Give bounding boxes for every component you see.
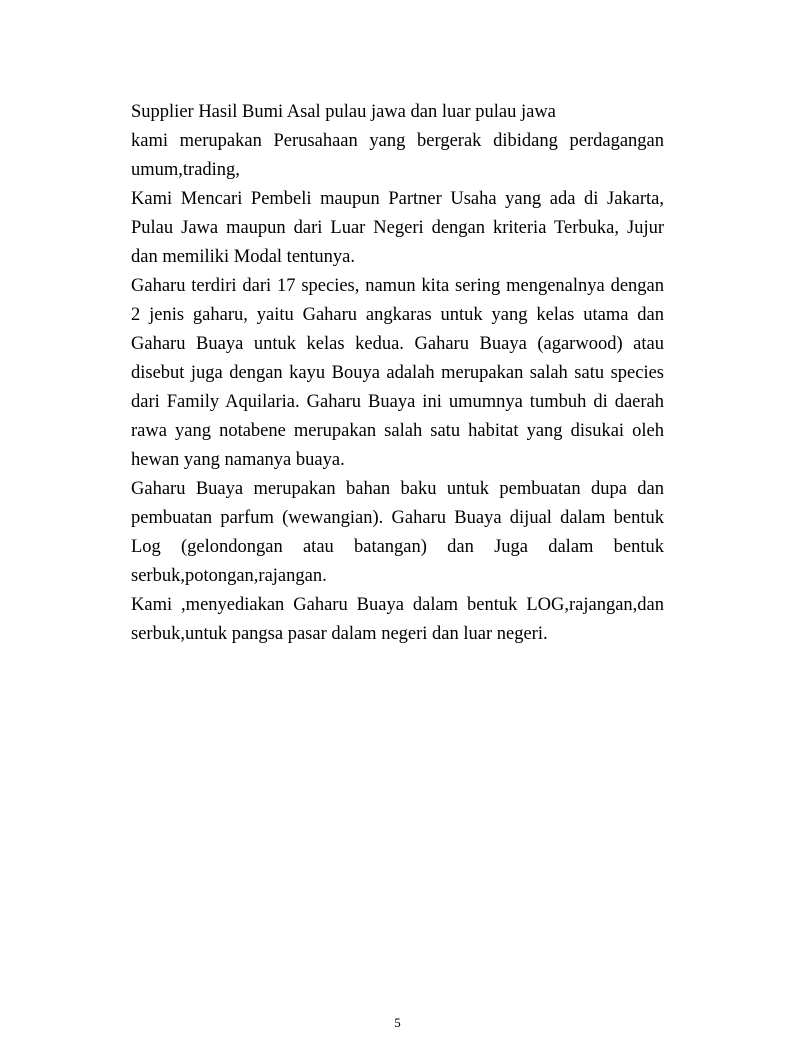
paragraph-company-description: kami merupakan Perusahaan yang bergerak dibidang perdagangan umum,trading, [131,131,664,180]
paragraph-seeking-partners: Kami Mencari Pembeli maupun Partner Usaha yang ada di Jakarta, Pulau Jawa maupun dari Luar Negeri dengan kriteria Terbuka, Jujur dan memiliki Modal tentunya. [131,189,664,267]
paragraph-gaharu-species: Gaharu terdiri dari 17 species, namun kita sering mengenalnya dengan 2 jenis gaharu, yaitu Gaharu angkaras untuk yang kelas utama dan Gaharu Buaya untuk kelas kedua. Gaharu Buaya (agarwood) atau disebut juga dengan kayu Bouya adalah merupakan salah satu species dari Family Aquilaria. Gaharu Buaya ini umumnya tumbuh di daerah rawa yang notabene merupakan salah satu habitat yang disukai oleh hewan yang namanya buaya. [131,276,664,470]
page-number: 5 [394,1015,401,1030]
paragraph-supplier-intro: Supplier Hasil Bumi Asal pulau jawa dan luar pulau jawa [131,102,556,122]
paragraph-products-offered: Kami ,menyediakan Gaharu Buaya dalam bentuk LOG,rajangan,dan serbuk,untuk pangsa pasar dalam negeri dan luar negeri. [131,595,664,644]
document-body [131,98,664,649]
paragraph-gaharu-uses: Gaharu Buaya merupakan bahan baku untuk pembuatan dupa dan pembuatan parfum (wewangian). Gaharu Buaya dijual dalam bentuk Log (gelondongan atau batangan) dan Juga dalam bentuk serbuk,potongan,rajangan. [131,479,664,586]
